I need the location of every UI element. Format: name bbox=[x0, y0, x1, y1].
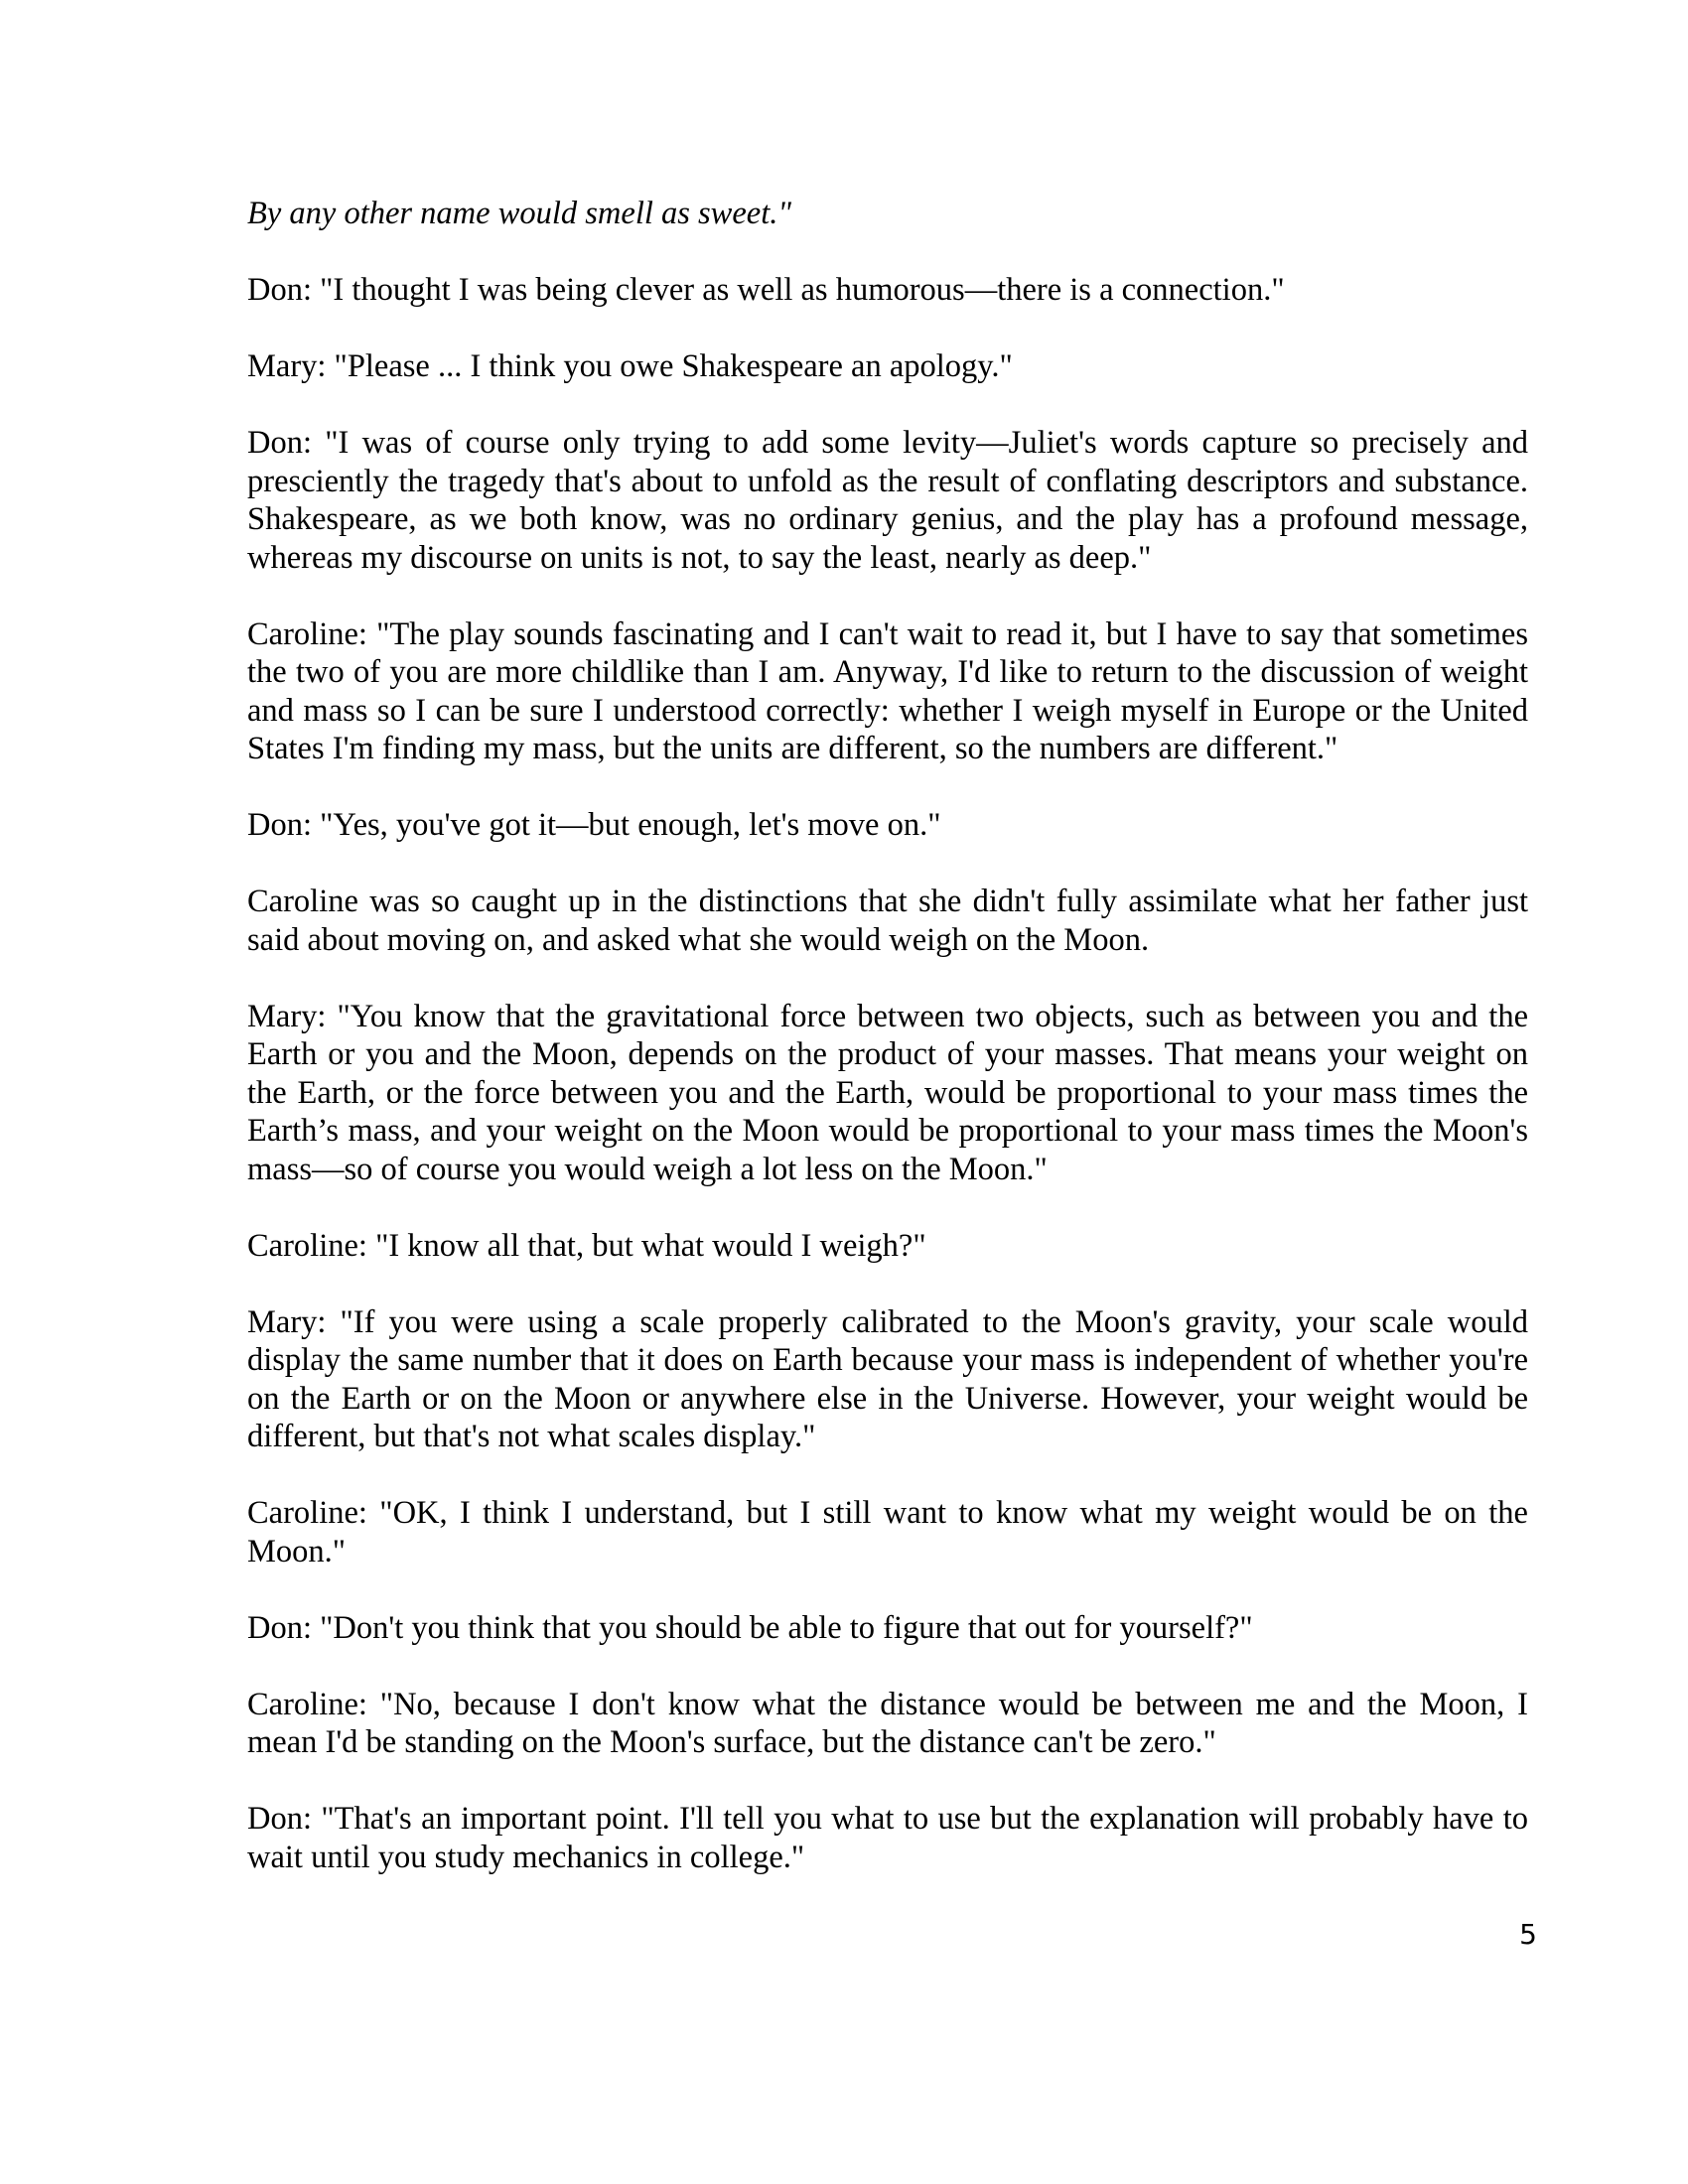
document-page bbox=[247, 195, 1528, 1915]
dialogue-paragraph: Don: "That's an important point. I'll tell you what to use but the explanation will probably have to wait until you study mechanics in college." bbox=[247, 1801, 1528, 1875]
dialogue-paragraph: Caroline: "The play sounds fascinating and I can't wait to read it, but I have to say that sometimes the two of you are more childlike than I am. Anyway, I'd like to return to the discussion of weight and mass so I can be sure I understood correctly: whether I weigh myself in Europe or the United States I'm finding my mass, but the units are different, so the numbers are different." bbox=[247, 615, 1528, 766]
dialogue-paragraph: Caroline: "OK, I think I understand, but I still want to know what my weight would be on the Moon." bbox=[247, 1495, 1528, 1570]
narration-paragraph: Caroline was so caught up in the distinctions that she didn't fully assimilate what her father just said about moving on, and asked what she would weigh on the Moon. bbox=[247, 884, 1528, 958]
dialogue-paragraph: Caroline: "I know all that, but what would I weigh?" bbox=[247, 1227, 926, 1264]
page-number: 5 bbox=[1519, 1918, 1537, 1951]
dialogue-paragraph: Don: "Don't you think that you should be able to figure that out for yourself?" bbox=[247, 1609, 1253, 1646]
dialogue-paragraph: Mary: "You know that the gravitational force between two objects, such as between you and the Earth or you and the Moon, depends on the product of your masses. That means your weight on the Earth, or the force between you and the Earth, would be proportional to your mass times the Earth’s mass, and your weight on the Moon would be proportional to your mass times the Moon's mass—so of course you would weigh a lot less on the Moon." bbox=[247, 998, 1528, 1187]
dialogue-paragraph: Caroline: "No, because I don't know what the distance would be between me and the Moon, I mean I'd be standing on the Moon's surface, but the distance can't be zero." bbox=[247, 1686, 1528, 1760]
dialogue-paragraph: Mary: "If you were using a scale properly calibrated to the Moon's gravity, your scale would display the same number that it does on Earth because your mass is independent of whether you're on the Earth or on the Moon or anywhere else in the Universe. However, your weight would be different, but that's not what scales display." bbox=[247, 1303, 1528, 1454]
quote-line: By any other name would smell as sweet." bbox=[247, 196, 792, 231]
dialogue-paragraph: Don: "Yes, you've got it—but enough, let's move on." bbox=[247, 807, 941, 843]
dialogue-paragraph: Don: "I was of course only trying to add some levity—Juliet's words capture so precisely and presciently the tragedy that's about to unfold as the result of conflating descriptors and substance. Shakespeare, as we both know, was no ordinary genius, and the play has a profound message, whereas my discourse on units is not, to say the least, nearly as deep." bbox=[247, 425, 1528, 576]
dialogue-paragraph: Don: "I thought I was being clever as well as humorous—there is a connection." bbox=[247, 272, 1285, 308]
dialogue-paragraph: Mary: "Please ... I think you owe Shakespeare an apology." bbox=[247, 348, 1013, 384]
